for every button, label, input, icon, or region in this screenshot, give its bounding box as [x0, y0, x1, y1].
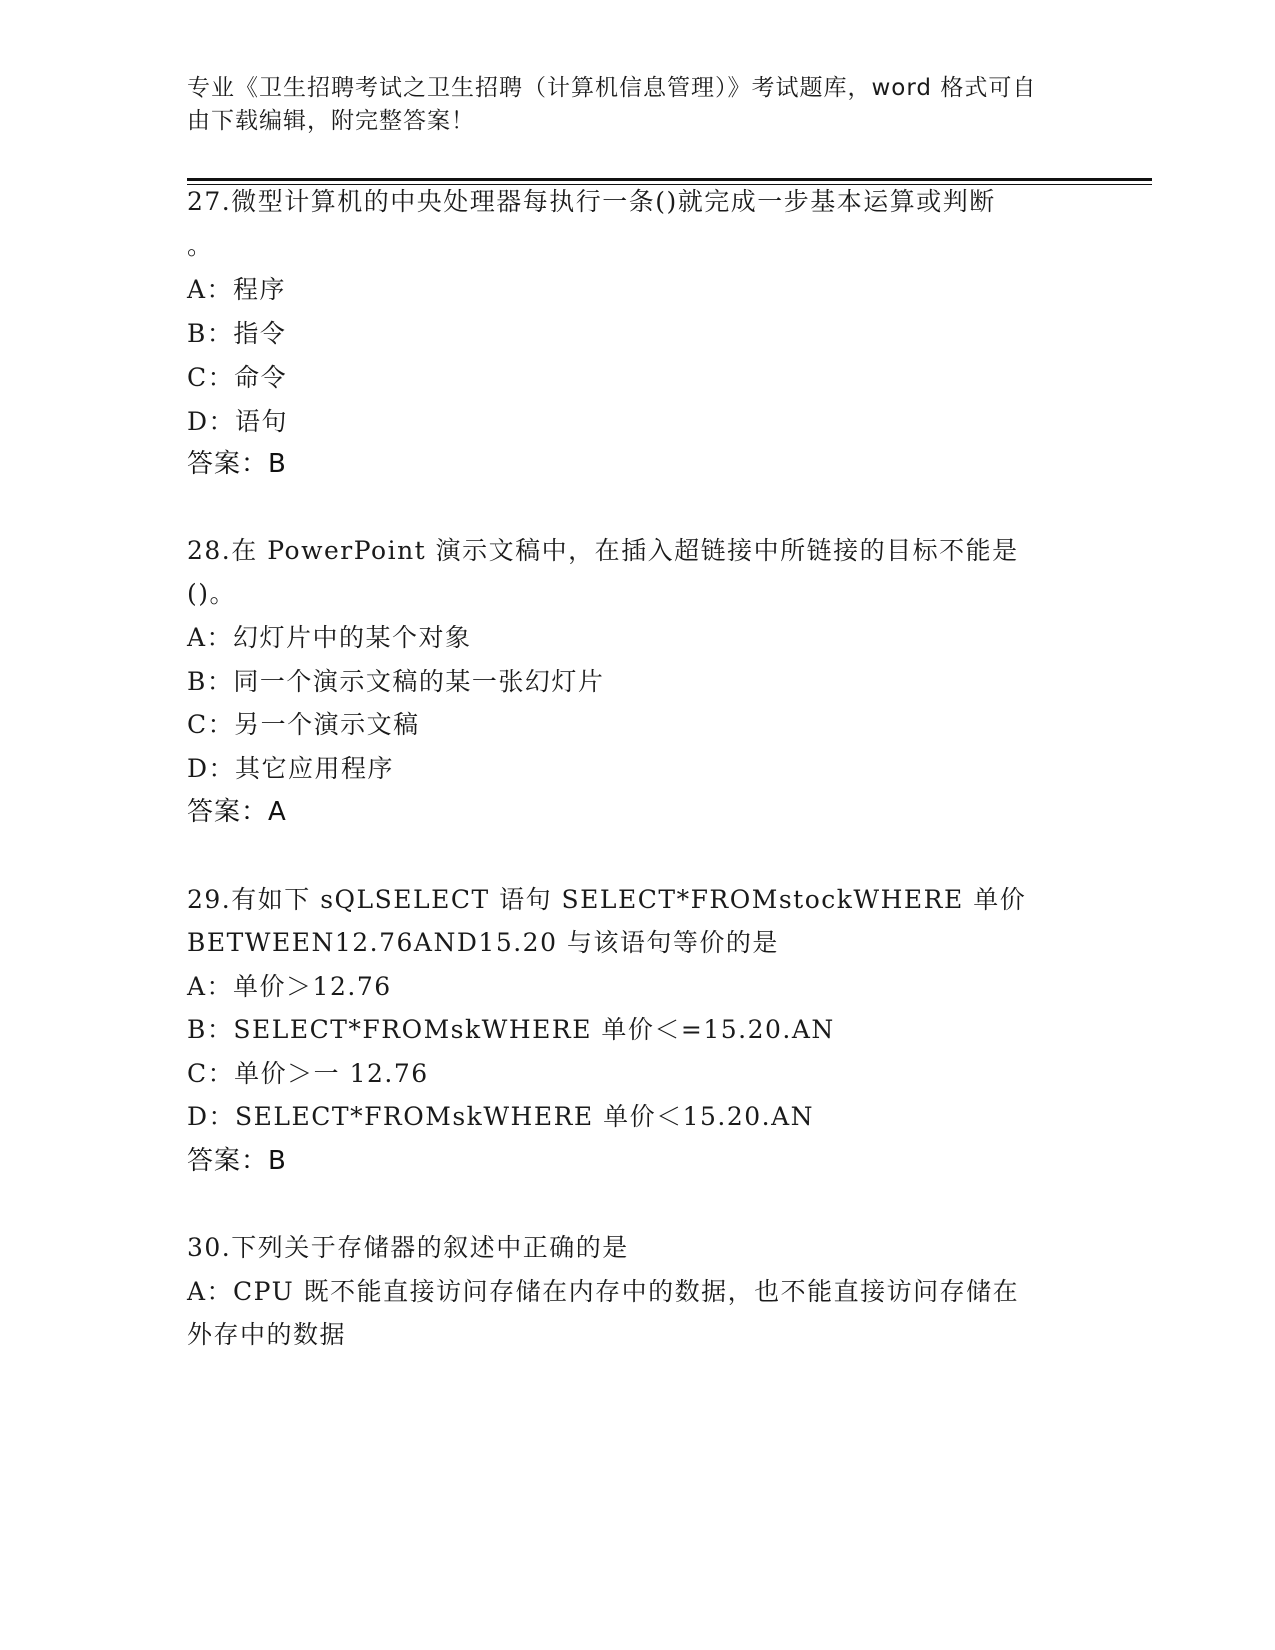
question-28-option-b: B：同一个演示文稿的某一张幻灯片 [187, 667, 605, 696]
question-29-option-b: B：SELECT*FROMskWHERE 单价＜=15.20.AN [187, 1015, 835, 1044]
header-line-2: 由下载编辑，附完整答案！ [187, 108, 475, 134]
question-27-option-c: C：命令 [187, 363, 288, 392]
question-28-answer: 答案：A [187, 797, 287, 827]
question-30-option-a-line-2: 外存中的数据 [187, 1320, 347, 1349]
question-30-option-a-line-1: A：CPU 既不能直接访问存储在内存中的数据，也不能直接访问存储在 [187, 1277, 1020, 1306]
question-29-stem-line-1: 29.有如下 sQLSELECT 语句 SELECT*FROMstockWHERE 单价 [187, 885, 1027, 914]
question-28-stem-line-1: 28.在 PowerPoint 演示文稿中，在插入超链接中所链接的目标不能是 [187, 536, 1019, 565]
header-line-1: 专业《卫生招聘考试之卫生招聘（计算机信息管理）》考试题库，word 格式可自 [187, 75, 1037, 101]
document-header [187, 72, 1087, 138]
question-27-option-a: A：程序 [187, 275, 287, 304]
question-27-stem-line-2: 。 [187, 231, 214, 260]
question-28-option-a: A：幻灯片中的某个对象 [187, 623, 472, 652]
question-30-stem-line-1: 30.下列关于存储器的叙述中正确的是 [187, 1233, 629, 1262]
question-29-answer: 答案：B [187, 1146, 287, 1176]
question-27-option-b: B：指令 [187, 319, 287, 348]
question-29-stem-line-2: BETWEEN12.76AND15.20 与该语句等价的是 [187, 928, 779, 957]
question-28-stem-line-2: ()。 [187, 579, 237, 608]
question-28-option-c: C：另一个演示文稿 [187, 710, 420, 739]
question-29-option-c: C：单价＞一 12.76 [187, 1059, 429, 1088]
header-divider-thick [187, 178, 1152, 181]
question-27-option-d: D：语句 [187, 407, 289, 436]
question-27-answer: 答案：B [187, 449, 287, 479]
question-29-option-a: A：单价＞12.76 [187, 972, 392, 1001]
question-27-stem-line-1: 27.微型计算机的中央处理器每执行一条()就完成一步基本运算或判断 [187, 187, 996, 216]
header-divider-thin [187, 184, 1152, 185]
question-29-option-d: D：SELECT*FROMskWHERE 单价＜15.20.AN [187, 1102, 815, 1131]
question-28-option-d: D：其它应用程序 [187, 754, 395, 783]
